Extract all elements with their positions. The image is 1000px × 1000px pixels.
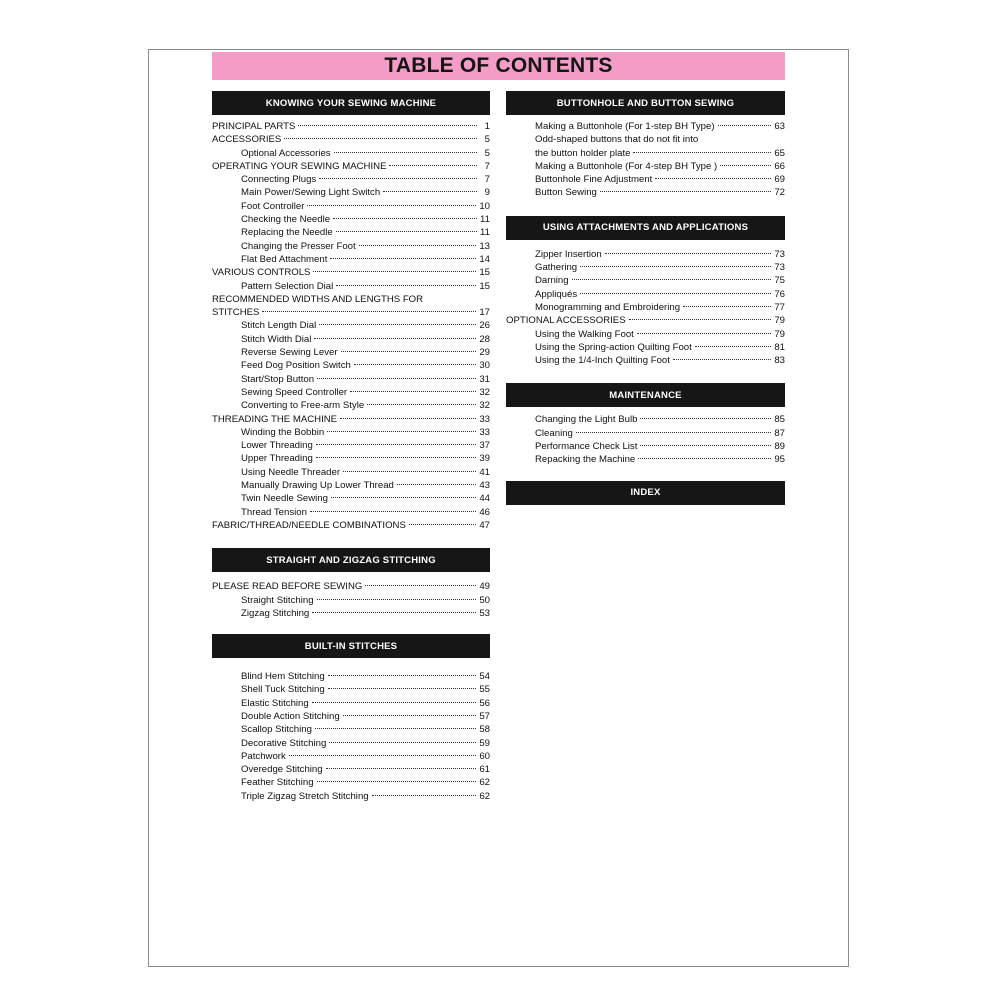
toc-entry[interactable] [506, 288, 785, 301]
toc-entry[interactable] [212, 439, 490, 452]
toc-entry-label: Monogramming and Embroidering [535, 301, 681, 313]
toc-entry-label: Performance Check List [535, 441, 638, 453]
toc-entry-label: RECOMMENDED WIDTHS AND LENGTHS FOR [212, 293, 424, 305]
toc-entry[interactable] [212, 333, 490, 346]
toc-entry-label: Making a Buttonhole (For 1-step BH Type) [535, 121, 715, 132]
dot-leader [336, 231, 477, 232]
dot-leader [326, 768, 477, 769]
toc-entry[interactable] [212, 594, 490, 607]
toc-entry-label: ACCESSORIES [212, 134, 282, 146]
toc-entry[interactable] [212, 253, 490, 266]
toc-entry-page-number: 5 [484, 134, 490, 146]
toc-entry-page-number: 28 [479, 333, 490, 345]
toc-entry[interactable] [506, 160, 785, 173]
toc-section-knowing-your-sewing-machine [212, 91, 490, 532]
toc-entry-label: Using Needle Threader [241, 466, 341, 478]
toc-entry[interactable] [506, 354, 785, 367]
dot-leader [638, 458, 771, 459]
toc-entry-label: Using the Walking Foot [535, 328, 634, 340]
dot-leader [312, 702, 477, 703]
toc-entry-label: Elastic Stitching [241, 697, 309, 709]
toc-entry-page-number: 54 [479, 671, 490, 683]
toc-entry[interactable] [212, 173, 490, 186]
toc-entry[interactable] [212, 293, 490, 306]
dot-leader [333, 218, 477, 219]
toc-entry-label: Using the Spring-action Quilting Foot [535, 341, 692, 353]
toc-entry-label: Scallop Stitching [241, 724, 312, 736]
toc-entry-label: Foot Controller [241, 200, 305, 212]
toc-entry-label: Gathering [535, 262, 578, 274]
toc-entry-page-number: 1 [484, 121, 490, 132]
toc-entry-label: Reverse Sewing Lever [241, 347, 338, 359]
toc-entry-label: Feed Dog Position Switch [241, 360, 351, 372]
toc-entry-label: PRINCIPAL PARTS [212, 121, 296, 132]
dot-leader [298, 125, 477, 126]
toc-entry-page-number: 29 [479, 347, 490, 359]
dot-leader [328, 675, 477, 676]
dot-leader [343, 471, 476, 472]
toc-entry[interactable] [506, 413, 785, 426]
dot-leader [313, 271, 476, 272]
toc-entry[interactable] [212, 346, 490, 359]
section-heading: MAINTENANCE [506, 383, 785, 407]
dot-leader [572, 279, 772, 280]
toc-section-built-in-stitches [212, 634, 490, 803]
toc-entry-label: Connecting Plugs [241, 174, 317, 186]
toc-entry-label: Zipper Insertion [535, 248, 602, 260]
toc-entry[interactable] [506, 427, 785, 440]
toc-entry-label: Main Power/Sewing Light Switch [241, 187, 381, 199]
dot-leader [327, 431, 476, 432]
toc-entry-page-number: 32 [479, 400, 490, 412]
toc-entry[interactable] [212, 737, 490, 750]
toc-entry[interactable] [212, 306, 490, 319]
toc-entry-label: Blind Hem Stitching [241, 671, 325, 683]
toc-entry[interactable] [212, 426, 490, 439]
toc-entry[interactable] [212, 413, 490, 426]
toc-entry-page-number: 87 [774, 427, 785, 439]
toc-entry[interactable] [506, 120, 785, 133]
dot-leader [383, 191, 477, 192]
toc-entry-label: Winding the Bobbin [241, 426, 325, 438]
toc-entry-label: THREADING THE MACHINE [212, 413, 338, 425]
toc-entry[interactable] [212, 607, 490, 620]
toc-entry-label: Start/Stop Button [241, 373, 315, 385]
dot-leader [576, 432, 771, 433]
dot-leader [307, 205, 476, 206]
dot-leader [289, 755, 477, 756]
toc-entry-page-number: 47 [479, 519, 490, 531]
toc-entry-page-number: 79 [774, 328, 785, 340]
toc-entry-page-number: 53 [479, 607, 490, 619]
toc-entry-page-number: 59 [479, 737, 490, 749]
toc-entry-label: Converting to Free-arm Style [241, 400, 365, 412]
toc-entry[interactable] [506, 341, 785, 354]
dot-leader [580, 293, 771, 294]
toc-entry[interactable] [506, 274, 785, 287]
toc-entry[interactable] [212, 492, 490, 505]
toc-entry-page-number: 31 [479, 373, 490, 385]
toc-entry[interactable] [212, 133, 490, 146]
toc-entry-label: Making a Buttonhole (For 4-step BH Type ) [535, 160, 718, 172]
toc-entry-page-number: 56 [479, 697, 490, 709]
toc-entry[interactable] [212, 710, 490, 723]
toc-entry[interactable] [212, 226, 490, 239]
section-heading: STRAIGHT AND ZIGZAG STITCHING [212, 548, 490, 572]
toc-entry-page-number: 50 [479, 594, 490, 606]
section-heading: USING ATTACHMENTS AND APPLICATIONS [506, 216, 785, 240]
dot-leader [315, 728, 476, 729]
toc-entry[interactable] [212, 147, 490, 160]
toc-entry-label: Changing the Presser Foot [241, 240, 356, 252]
toc-entry-label: STITCHES [212, 307, 260, 319]
toc-entry[interactable] [212, 373, 490, 386]
toc-entry-page-number: 73 [774, 262, 785, 274]
toc-entry[interactable] [506, 301, 785, 314]
dot-leader [397, 484, 476, 485]
toc-entry-page-number: 14 [479, 253, 490, 265]
toc-entry-page-number: 85 [774, 414, 785, 426]
section-heading: KNOWING YOUR SEWING MACHINE [212, 91, 490, 115]
toc-entry-page-number: 5 [484, 147, 490, 159]
toc-entry-page-number: 33 [479, 413, 490, 425]
toc-entry-page-number: 7 [484, 174, 490, 186]
dot-leader [365, 585, 476, 586]
dot-leader [343, 715, 477, 716]
toc-entry-label: Sewing Speed Controller [241, 386, 348, 398]
dot-leader [336, 285, 476, 286]
toc-entry-list [212, 115, 490, 532]
toc-entry-page-number: 63 [774, 121, 785, 132]
toc-entry[interactable] [506, 147, 785, 160]
toc-entry-page-number: 60 [479, 750, 490, 762]
dot-leader [637, 333, 772, 334]
toc-entry-page-number: 15 [479, 267, 490, 279]
toc-entry-page-number: 49 [479, 581, 490, 593]
dot-leader [673, 359, 771, 360]
toc-entry-label: Appliqués [535, 288, 578, 300]
toc-entry-page-number: 76 [774, 288, 785, 300]
toc-entry-label: Zigzag Stitching [241, 607, 310, 619]
toc-entry-label: Feather Stitching [241, 777, 314, 789]
toc-entry-page-number: 11 [480, 214, 490, 226]
toc-entry-page-number: 75 [774, 275, 785, 287]
toc-entry[interactable] [506, 328, 785, 341]
dot-leader [683, 306, 771, 307]
toc-entry-label: Replacing the Needle [241, 227, 333, 239]
toc-entry-label: Straight Stitching [241, 594, 314, 606]
dot-leader [350, 391, 476, 392]
toc-entry-label: Lower Threading [241, 440, 313, 452]
toc-entry-page-number: 81 [774, 341, 785, 353]
toc-entry[interactable] [212, 580, 490, 593]
toc-entry-label: Thread Tension [241, 506, 307, 518]
toc-entry[interactable] [212, 386, 490, 399]
toc-entry[interactable] [212, 723, 490, 736]
toc-entry[interactable] [212, 186, 490, 199]
dot-leader [640, 445, 771, 446]
toc-entry-label: Decorative Stitching [241, 737, 327, 749]
dot-leader [372, 795, 477, 796]
dot-leader [262, 311, 476, 312]
dot-leader [367, 404, 476, 405]
toc-entry-label: Cleaning [535, 427, 573, 439]
dot-leader [720, 165, 771, 166]
toc-entry[interactable] [212, 776, 490, 789]
toc-entry[interactable] [212, 359, 490, 372]
toc-entry-page-number: 62 [479, 777, 490, 789]
toc-entry-page-number: 15 [479, 280, 490, 292]
toc-entry-page-number: 58 [479, 724, 490, 736]
toc-entry-page-number: 11 [480, 227, 490, 239]
toc-entry-label: Odd-shaped buttons that do not fit into [535, 134, 699, 146]
toc-entry[interactable] [212, 670, 490, 683]
section-heading: BUTTONHOLE AND BUTTON SEWING [506, 91, 785, 115]
dot-leader [580, 266, 771, 267]
dot-leader [354, 364, 476, 365]
dot-leader [655, 178, 771, 179]
toc-entry-page-number: 13 [479, 240, 490, 252]
toc-entry-label: Button Sewing [535, 187, 597, 199]
toc-entry-label: Stitch Width Dial [241, 333, 312, 345]
dot-leader [317, 599, 477, 600]
dot-leader [331, 497, 476, 498]
toc-entry-label: Patchwork [241, 750, 286, 762]
toc-entry[interactable] [212, 466, 490, 479]
dot-leader [600, 191, 771, 192]
toc-entry[interactable] [506, 440, 785, 453]
toc-entry[interactable] [506, 453, 785, 466]
toc-entry[interactable] [212, 200, 490, 213]
toc-entry-label: Buttonhole Fine Adjustment [535, 174, 653, 186]
toc-entry[interactable] [212, 519, 490, 532]
toc-entry-page-number: 26 [479, 320, 490, 332]
toc-entry[interactable] [212, 750, 490, 763]
toc-entry-page-number: 41 [479, 466, 490, 478]
toc-entry-page-number: 44 [479, 493, 490, 505]
toc-entry[interactable] [506, 133, 785, 146]
toc-entry-label: Changing the Light Bulb [535, 414, 638, 426]
toc-entry[interactable] [212, 266, 490, 279]
toc-entry-page-number: 33 [479, 426, 490, 438]
toc-entry-page-number: 37 [479, 440, 490, 452]
dot-leader [319, 178, 477, 179]
dot-leader [317, 378, 476, 379]
dot-leader [341, 351, 477, 352]
toc-section-index [506, 481, 785, 505]
toc-entry-page-number: 95 [774, 454, 785, 466]
toc-entry-label: Flat Bed Attachment [241, 253, 328, 265]
dot-leader [409, 524, 476, 525]
toc-entry-page-number: 77 [774, 301, 785, 313]
toc-entry-label: OPTIONAL ACCESSORIES [506, 315, 626, 327]
toc-entry-page-number: 66 [774, 160, 785, 172]
toc-entry-page-number: 46 [479, 506, 490, 518]
dot-leader [310, 511, 476, 512]
toc-entry-page-number: 57 [479, 710, 490, 722]
toc-entry[interactable] [212, 697, 490, 710]
toc-entry-label: Double Action Stitching [241, 710, 340, 722]
toc-entry-label: VARIOUS CONTROLS [212, 267, 311, 279]
toc-section-using-attachments-and-applications [506, 216, 785, 368]
toc-entry-label: OPERATING YOUR SEWING MACHINE [212, 160, 387, 172]
toc-entry[interactable] [506, 186, 785, 199]
dot-leader [317, 781, 477, 782]
dot-leader [284, 138, 477, 139]
toc-entry-list [212, 658, 490, 803]
toc-entry[interactable] [506, 261, 785, 274]
dot-leader [330, 258, 476, 259]
toc-entry[interactable] [212, 319, 490, 332]
toc-entry-page-number: 62 [479, 790, 490, 802]
toc-entry-list [506, 115, 785, 200]
section-heading: BUILT-IN STITCHES [212, 634, 490, 658]
toc-entry-label: PLEASE READ BEFORE SEWING [212, 581, 363, 593]
dot-leader [314, 338, 476, 339]
toc-section-maintenance [506, 383, 785, 466]
dot-leader [718, 125, 772, 126]
dot-leader [695, 346, 772, 347]
dot-leader [633, 152, 771, 153]
toc-entry-page-number: 69 [774, 174, 785, 186]
dot-leader [629, 319, 772, 320]
left-column [212, 91, 490, 803]
toc-entry[interactable] [212, 160, 490, 173]
toc-entry[interactable] [212, 763, 490, 776]
toc-entry[interactable] [506, 173, 785, 186]
toc-entry-page-number: 30 [479, 360, 490, 372]
toc-entry-page-number: 10 [479, 200, 490, 212]
dot-leader [328, 688, 477, 689]
toc-entry[interactable] [212, 213, 490, 226]
toc-section-buttonhole-and-button-sewing [506, 91, 785, 200]
toc-entry-page-number: 9 [484, 187, 490, 199]
toc-entry-label: FABRIC/THREAD/NEEDLE COMBINATIONS [212, 519, 406, 531]
toc-entry-list [506, 240, 785, 368]
toc-entry[interactable] [212, 683, 490, 696]
toc-entry-label: Manually Drawing Up Lower Thread [241, 480, 394, 492]
toc-entry-label: Pattern Selection Dial [241, 280, 334, 292]
toc-entry-label: Optional Accessories [241, 147, 331, 159]
toc-entry-page-number: 72 [774, 187, 785, 199]
toc-entry[interactable] [212, 790, 490, 803]
dot-leader [359, 245, 477, 246]
right-column [506, 91, 785, 505]
dot-leader [312, 612, 476, 613]
toc-entry[interactable] [212, 479, 490, 492]
toc-entry-label: Shell Tuck Stitching [241, 684, 325, 696]
toc-entry-page-number: 39 [479, 453, 490, 465]
toc-entry[interactable] [212, 240, 490, 253]
toc-entry-page-number: 83 [774, 355, 785, 367]
dot-leader [316, 444, 477, 445]
dot-leader [334, 152, 477, 153]
toc-entry[interactable] [506, 248, 785, 261]
toc-entry-page-number: 7 [484, 160, 490, 172]
dot-leader [316, 457, 477, 458]
toc-entry-label: Overedge Stitching [241, 764, 323, 776]
toc-entry-label: Stitch Length Dial [241, 320, 317, 332]
toc-entry-label: the button holder plate [535, 147, 631, 159]
toc-entry-page-number: 43 [479, 480, 490, 492]
toc-entry[interactable] [212, 452, 490, 465]
toc-entry-page-number: 65 [774, 147, 785, 159]
dot-leader [605, 253, 772, 254]
toc-entry-label: Twin Needle Sewing [241, 493, 328, 505]
toc-entry-page-number: 17 [479, 307, 490, 319]
dot-leader [319, 324, 476, 325]
toc-entry[interactable] [506, 314, 785, 327]
dot-leader [340, 418, 476, 419]
toc-entry-page-number: 89 [774, 441, 785, 453]
toc-entry-label: Using the 1/4-Inch Quilting Foot [535, 355, 670, 367]
dot-leader [640, 418, 771, 419]
dot-leader [329, 742, 476, 743]
dot-leader [389, 165, 477, 166]
toc-entry-page-number: 79 [774, 315, 785, 327]
toc-entry[interactable] [212, 399, 490, 412]
toc-entry-page-number: 55 [479, 684, 490, 696]
toc-entry[interactable] [212, 280, 490, 293]
toc-section-straight-and-zigzag-stitching [212, 548, 490, 620]
toc-entry-label: Triple Zigzag Stretch Stitching [241, 790, 369, 802]
toc-entry-label: Checking the Needle [241, 214, 331, 226]
page-title: TABLE OF CONTENTS [212, 52, 785, 80]
toc-entry-list [212, 572, 490, 620]
toc-entry-label: Darning [535, 275, 569, 287]
toc-entry-page-number: 32 [479, 386, 490, 398]
toc-entry-page-number: 73 [774, 248, 785, 260]
toc-entry-page-number: 61 [479, 764, 490, 776]
section-heading: INDEX [506, 481, 785, 505]
toc-entry-label: Repacking the Machine [535, 454, 636, 466]
toc-entry[interactable] [212, 120, 490, 133]
toc-entry-label: Upper Threading [241, 453, 313, 465]
toc-entry-list [506, 407, 785, 466]
toc-entry[interactable] [212, 506, 490, 519]
